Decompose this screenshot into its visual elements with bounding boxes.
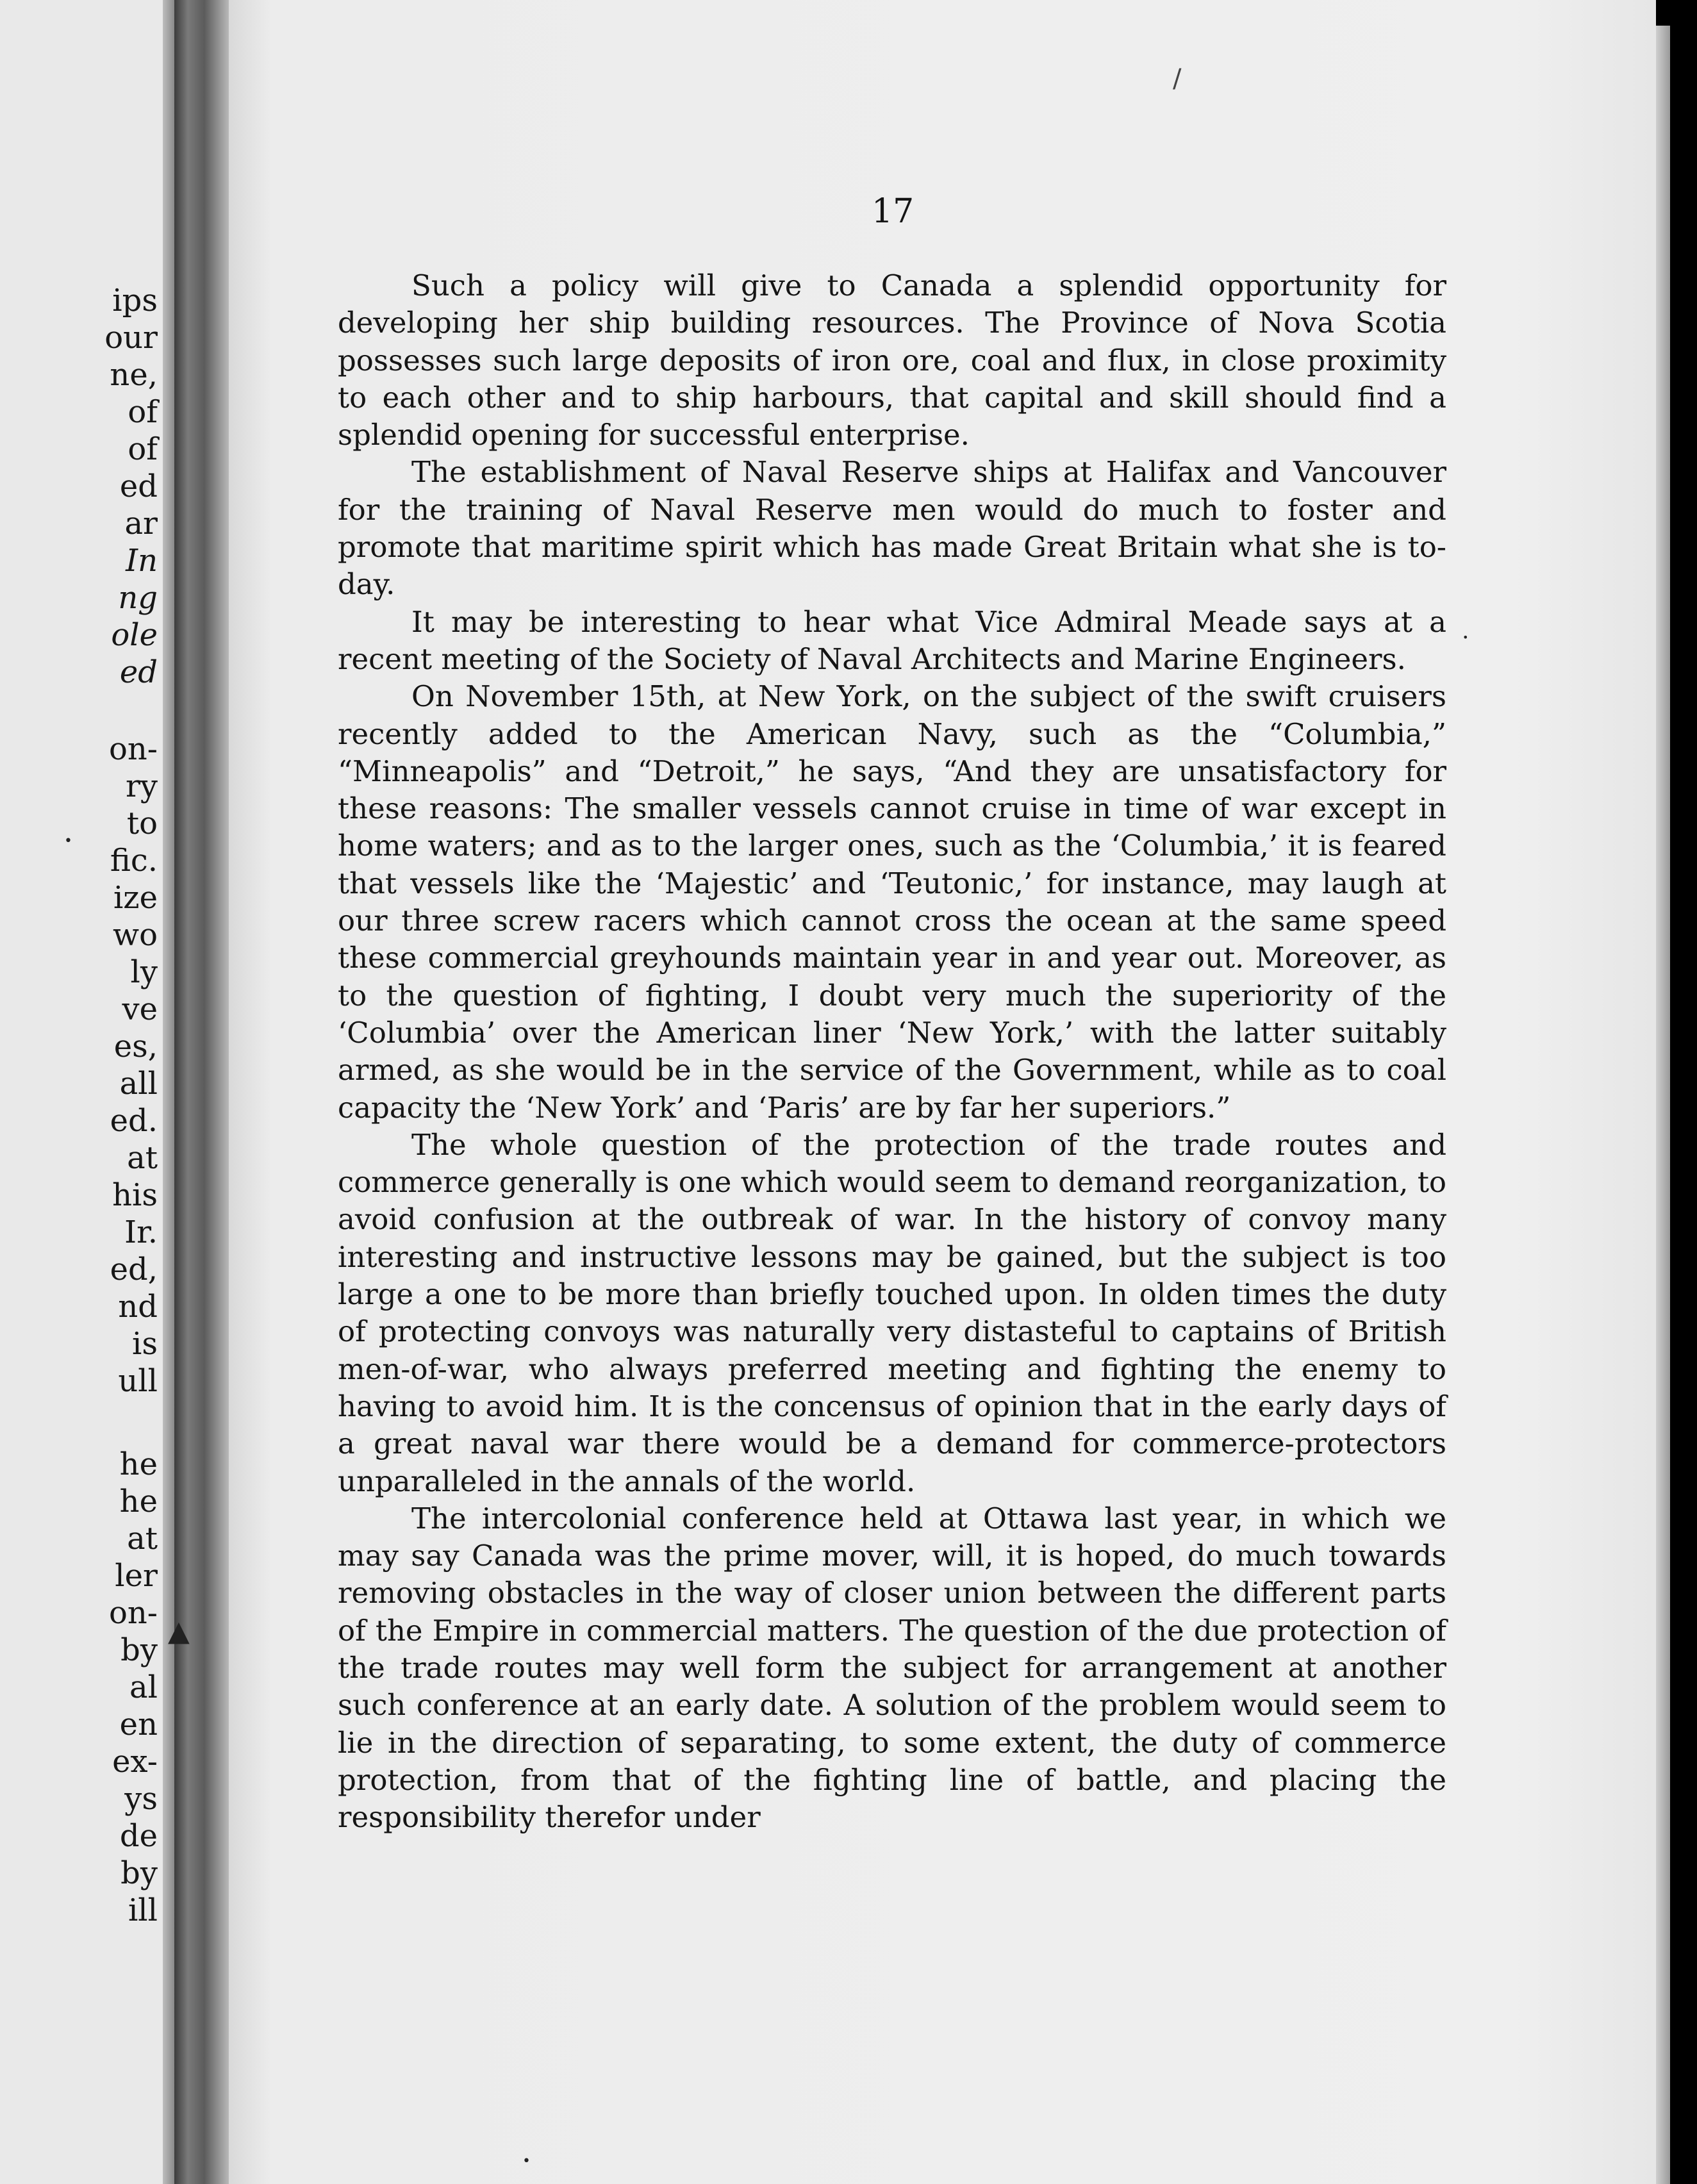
left-page-line: ull	[118, 1363, 158, 1399]
paragraph: The whole question of the protection of the trade routes and commerce generally is one which would seem to demand reorganization, to avoid confusion at the outbreak of war. In the history of convoy many interesting and instructive lessons may be gained, but the subject is too large a one to be more than briefly touched upon. In olden times the duty of protecting convoys was naturally very distasteful to captains of British men-of-war, who always preferred meeting and fighting the enemy to having to avoid him. It is the concensus of opinion that in the early days of a great naval war there would be a demand for commerce-protectors unparalleled in the annals of the world.	[338, 1127, 1446, 1498]
left-page-line: ex-	[112, 1744, 158, 1780]
page-number: 17	[872, 192, 915, 231]
left-page-line: ill	[128, 1892, 158, 1928]
left-page-line: Ir.	[124, 1214, 158, 1250]
book-spine	[174, 0, 229, 2184]
paragraph: The establishment of Naval Reserve ships at Halifax and Vancouver for the training of Naval Reserve men would do much to foster and promote that maritime spirit which has made Great Britain what she is to-day.	[338, 455, 1446, 602]
left-page-line: by	[120, 1632, 158, 1668]
left-page-line: is	[132, 1326, 158, 1362]
left-page-line: ne,	[110, 357, 158, 393]
left-page-line: de	[119, 1818, 158, 1854]
left-page-line: his	[112, 1177, 158, 1213]
margin-dot-mark: •	[1462, 631, 1469, 643]
margin-dot-mark: •	[64, 833, 72, 849]
left-page-line: ng	[118, 580, 158, 616]
left-page-line: al	[129, 1669, 158, 1705]
left-page-line: ize	[113, 880, 158, 916]
left-page-line: ys	[124, 1781, 158, 1817]
left-page-line: fic.	[110, 843, 158, 879]
left-page-line: of	[128, 394, 158, 430]
left-page-line: on-	[108, 731, 158, 767]
left-page	[0, 0, 174, 2184]
paragraph: It may be interesting to hear what Vice Admiral Meade says at a recent meeting of the Society of Naval Architects and Marine Engineers.	[338, 604, 1446, 676]
page-body	[338, 267, 1446, 1836]
paragraph: On November 15th, at New York, on the subject of the swift cruisers recently added to the American Navy, such as the “Columbia,” “Minneapolis” and “Detroit,” he says, “And they are unsatisfactory for these reasons: The smaller vessels cannot cruise in time of war except in home waters; and as to the larger ones, such as the ‘Columbia,’ it is feared that vessels like the ‘Majestic’ and ‘Teutonic,’ for instance, may laugh at our three screw racers which cannot cross the ocean at the same speed these commercial greyhounds maintain year in and year out. Moreover, as to the question of fighting, I doubt very much the superiority of the ‘Columbia’ over the American liner ‘New York,’ with the latter suitably armed, as she would be in the service of the Government, while as to coal capacity the ‘New York’ and ‘Paris’ are by far her superiors.”	[338, 679, 1446, 1125]
left-page-line: by	[120, 1855, 158, 1891]
left-page-line: on-	[108, 1595, 158, 1631]
left-page-line: en	[119, 1707, 158, 1742]
left-page-line: ry	[125, 768, 158, 804]
left-page-line: ips	[112, 283, 158, 318]
left-page-line: all	[119, 1066, 158, 1102]
margin-arrow-mark: ▲	[168, 1615, 190, 1648]
left-page-line: our	[104, 320, 158, 356]
left-page-line: ed	[119, 654, 158, 690]
left-page-line: ed.	[110, 1103, 158, 1139]
left-page-line: at	[127, 1521, 158, 1557]
left-page-line: he	[119, 1446, 158, 1482]
paragraph: Such a policy will give to Canada a splendid opportunity for developing her ship building resources. The Province of Nova Scotia possesses such large deposits of iron ore, coal and flux, in close proximity to each other and to ship harbours, that capital and skill should find a splendid opening for successful enterprise.	[338, 269, 1446, 452]
left-page-line: ve	[122, 991, 158, 1027]
left-page-line: es,	[113, 1029, 158, 1064]
left-page-line: of	[128, 431, 158, 467]
paragraph: The intercolonial conference held at Ottawa last year, in which we may say Canada was the prime mover, will, it is hoped, do much towards removing obstacles in the way of closer union between the different parts of the Empire in commercial matters. The question of the due protection of the trade routes may well form the subject for arrangement at another such conference at an early date. A solution of the problem would seem to lie in the direction of separating, to some extent, the duty of commerce protection, from that of the fighting line of battle, and placing the responsibility therefor under	[338, 1501, 1446, 1835]
gutter-shadow	[163, 0, 174, 2184]
scratch-mark: /	[1173, 64, 1182, 94]
left-page-line: ole	[111, 617, 158, 653]
left-page-line: to	[126, 806, 158, 841]
left-page-line: ly	[130, 954, 158, 990]
left-page-line: nd	[118, 1289, 158, 1325]
left-page-line: ed	[119, 468, 158, 504]
left-page-line: ler	[115, 1558, 158, 1594]
left-page-line: at	[127, 1140, 158, 1176]
left-page-line: In	[126, 543, 158, 579]
left-page-line: he	[119, 1484, 158, 1519]
margin-dot-mark: •	[522, 2153, 531, 2169]
page-edge	[1656, 26, 1670, 2184]
left-page-line: wo	[113, 917, 158, 953]
left-page-line: ed,	[110, 1252, 158, 1287]
left-page-line: ar	[124, 506, 158, 542]
